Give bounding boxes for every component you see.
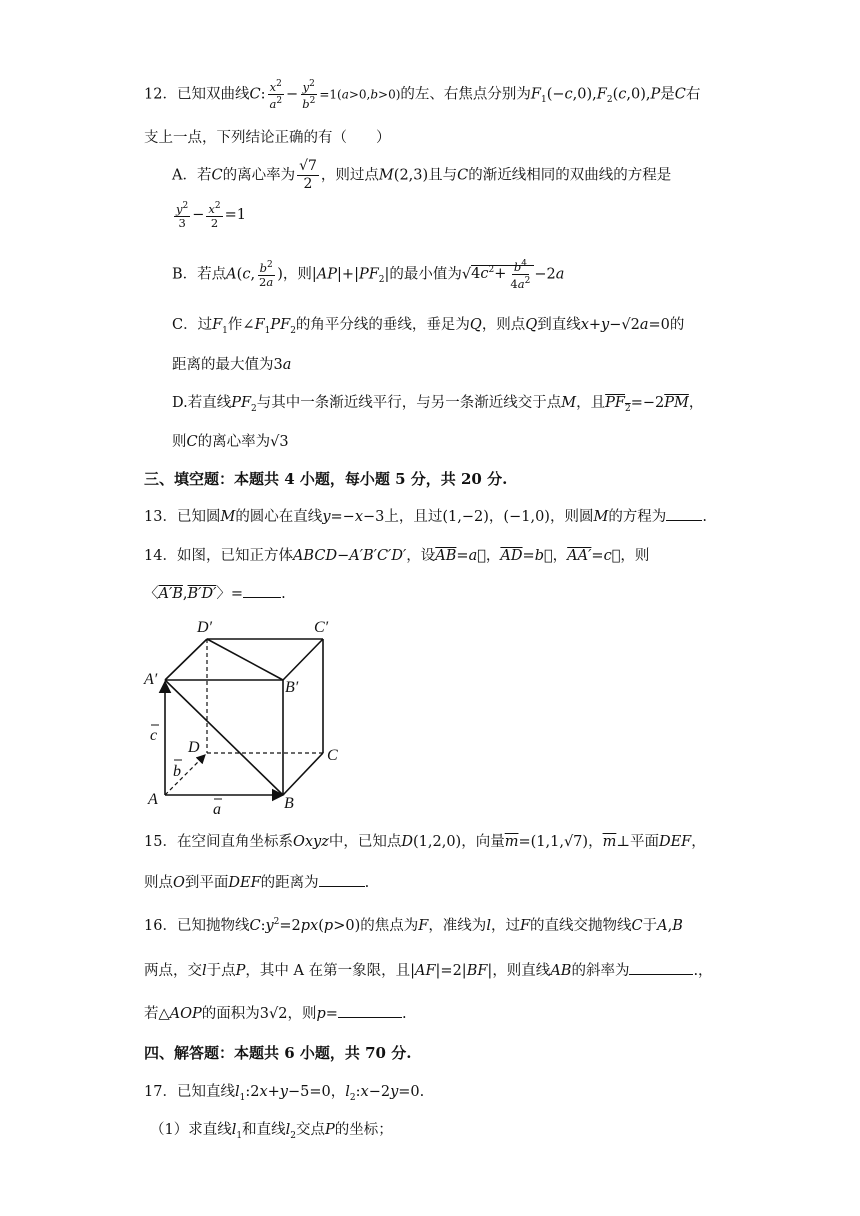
section-3-heading: 三、填空题：本题共 4 小题，每小题 5 分，共 20 分. (144, 470, 508, 488)
q12-option-a-line1: A．若C的离心率为 $\frac{√7}{2}$ ，则过点M(2,3)且与C的渐近线相同的双曲线的方程是 (172, 158, 672, 192)
q17: 17．已知直线$l_1:2x+y-5=0$，$l_2:x-2y=0$. (144, 1084, 425, 1103)
label-Dp: D′ (197, 619, 213, 636)
edge-A-D (165, 755, 205, 795)
q12-option-d-line2: 则C的离心率为√3 (172, 434, 289, 450)
q16-line3: 若△AOP的面积为3√2，则p= . (144, 1003, 407, 1024)
label-vec-a: a (213, 801, 221, 817)
q15-line1: 15．在空间直角坐标系Oxyz中，已知点D(1,2,0)，向量$\overline{m}=(1,1,√7)$，$\overline{m}\perp$平面DEF， (144, 834, 706, 850)
q12-option-c-line2: 距离的最大值为3a (172, 357, 292, 373)
q14-line1: 14．如图，已知正方体ABCD−A′B′C′D′，设$\overline{AB}=a⃗$，$\overline{AD}=b⃗$，AA′=c⃗，则 (144, 548, 650, 564)
edge-Ap-Dp (165, 639, 207, 680)
label-vec-c: c (150, 727, 158, 744)
edge-C-B (283, 753, 323, 795)
diag-Dp-Bp (207, 639, 283, 680)
q16-line2: 两点，交l于点P，其中 A 在第一象限，且|AF|=2|BF|，则直线AB的斜率为 .， (144, 960, 713, 981)
edge-Cp-Bp (283, 639, 323, 680)
label-Ap: A′ (144, 671, 158, 688)
q12-option-b: B．若点A(c, $\frac{b^2}{2a}$ )，则$|AP|+|PF_2|$的最小值为$√4c^2+$ $\frac{b^4}{4a^2}$ −2a (172, 259, 565, 291)
label-Bp: B′ (285, 679, 299, 696)
q17-part1: （1）求直线$l_1$和直线$l_2$交点P的坐标； (150, 1122, 393, 1141)
q14-line2: 〈A′B,B′D′〉= . (144, 583, 286, 604)
label-Cp: C′ (314, 619, 329, 636)
label-C: C (327, 747, 338, 764)
q12-option-c-line1: C．过$F_1$作$\angle F_1PF_2$的角平分线的垂线，垂足为Q，则点Q到直线x+y−√2a=0的 (172, 317, 685, 336)
q12-option-a-line2: $\frac{y^2}{3}$ − $\frac{x^2}{2}$ =1 (176, 201, 246, 230)
q15-line2: 则点O到平面DEF的距离为 . (144, 872, 369, 893)
cube-figure (140, 612, 350, 817)
label-vec-b: b (173, 763, 181, 780)
label-B: B (284, 795, 294, 812)
q13: 13．已知圆M的圆心在直线y=−x−3上，且过(1,−2)，(−1,0)，则圆M的方程为 . (144, 506, 707, 527)
label-D: D (188, 739, 200, 756)
q12-option-d-line1: D.若直线$PF_2$与其中一条渐近线平行，与另一条渐近线交于点M，且$PF_2=-2\overline{PM}$， (172, 395, 704, 414)
q16-line1: 16．已知抛物线$C:y^2=2px(p>0)$的焦点为F，准线为l，过F的直线交抛物线C于A,B (144, 917, 683, 934)
q12-line2: 支上一点，下列结论正确的有（ ） (144, 130, 391, 146)
section-4-heading: 四、解答题：本题共 6 小题，共 70 分. (144, 1044, 412, 1062)
q12-line1: 12．已知双曲线C: $\frac{x^2}{a^2}$ − $\frac{y^2}{b^2}$ =1(a>0,b>0)的左、右焦点分别为$F_1(-c,0),F_2(c,0),P$是C右 (144, 79, 701, 111)
label-A: A (148, 791, 158, 808)
